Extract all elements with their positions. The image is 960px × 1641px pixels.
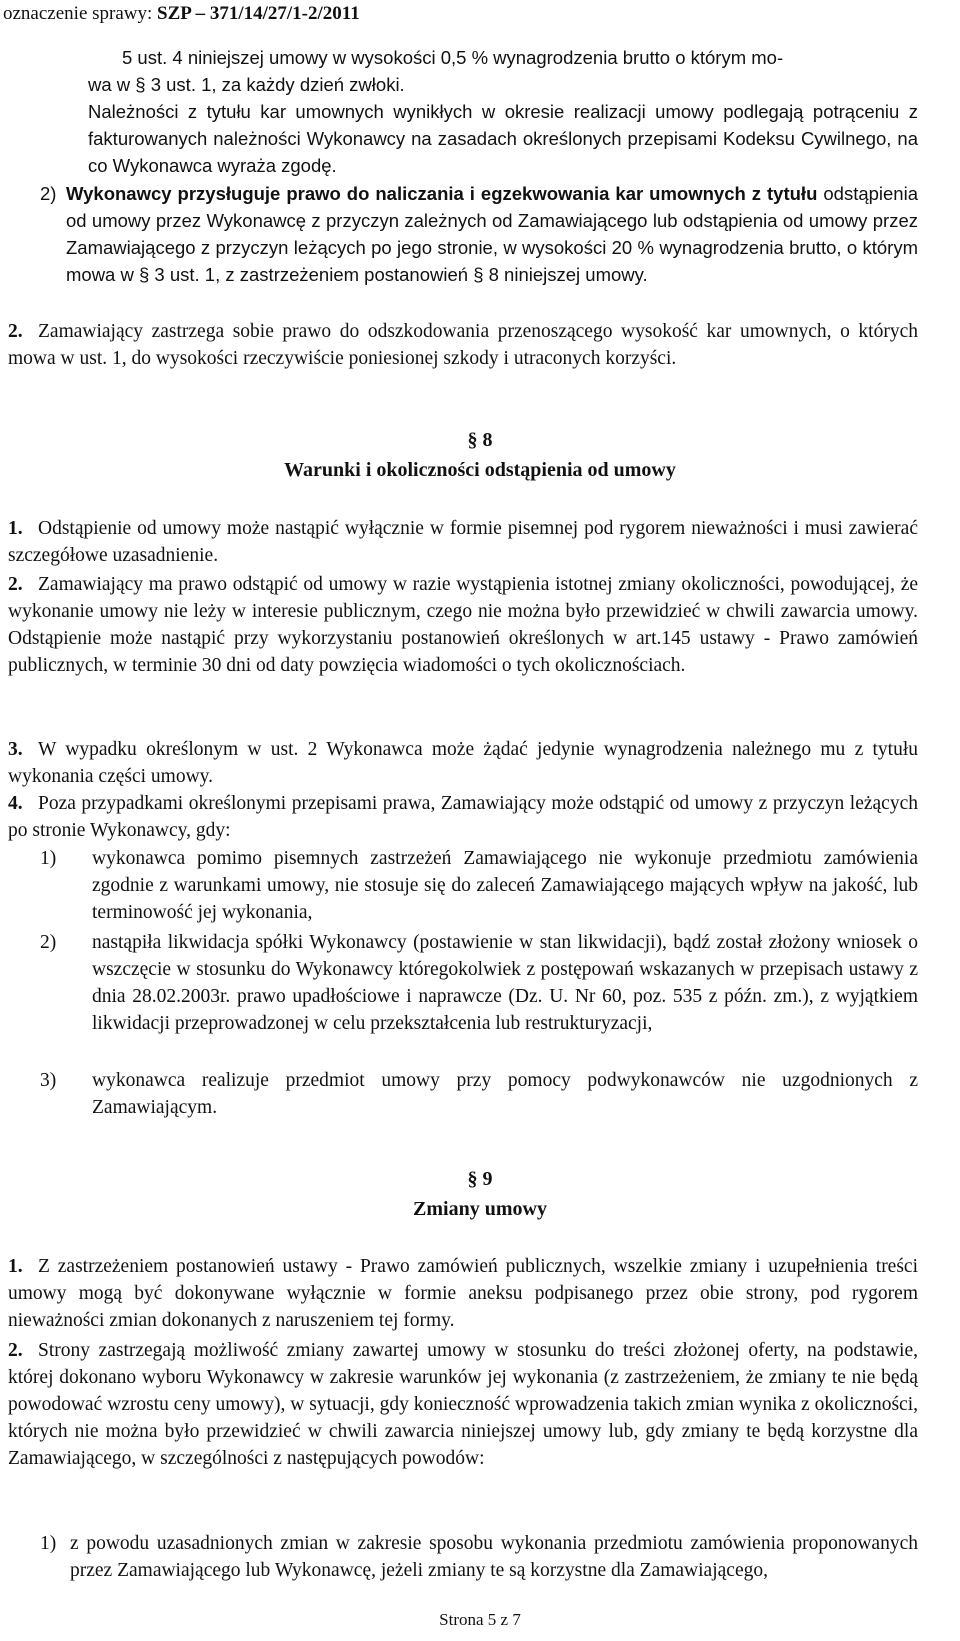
penalty-deduction-paragraph: Należności z tytułu kar umownych wynikłych w okresie realizacji umowy podlegają potrąceniu z fakturowanych należności Wykonawcy na zasadach określonych przepisami Kodeksu Cywilnego, na co Wykonawca wyraża zgodę. xyxy=(88,101,918,176)
contractor-penalty-item xyxy=(40,180,918,288)
top-line-1: 5 ust. 4 niniejszej umowy w wysokości 0,5 % wynagrodzenia brutto o którym mo- xyxy=(122,47,784,68)
section7-paragraph-2: 2. Zamawiający zastrzega sobie prawo do odszkodowania przenoszącego wysokość kar umownych, o których mowa w ust. 1, do wysokości rzeczywiście poniesionej szkody i utraconych korzyści. xyxy=(8,321,918,369)
case-reference xyxy=(3,3,360,25)
top-line-2: wa w § 3 ust. 1, za każdy dzień zwłoki. xyxy=(88,74,405,95)
section8-paragraph-4: 4. Poza przypadkami określonymi przepisami prawa, Zamawiający może odstąpić od umowy z przyczyn leżących po stronie Wykonawcy, gdy: xyxy=(8,793,918,841)
section8-paragraph-1: 1. Odstąpienie od umowy może nastąpić wyłącznie w formie pisemnej pod rygorem nieważności i musi zawierać szczegółowe uzasadnienie. xyxy=(8,518,918,566)
section8-list-item-1: 1) wykonawca pomimo pisemnych zastrzeżeń Zamawiającego nie wykonuje przedmiotu zamówienia zgodnie z warunkami umowy, nie stosuje się do zaleceń Zamawiającego mających wpływ na jakość, lub terminowość jej wykonania, xyxy=(40,848,918,923)
section-8-sign: § 8 xyxy=(467,429,493,451)
section-9-title: Zmiany umowy xyxy=(413,1198,547,1220)
section8-list-item-2: 2) nastąpiła likwidacja spółki Wykonawcy (postawienie w stan likwidacji), bądź został złożony wniosek o wszczęcie w stosunku do Wykonawcy któregokolwiek z postępowań wskazanych w przepisach ustawy z dnia 28.02.2003r. prawo upadłościowe i naprawcze (Dz. U. Nr 60, poz. 535 z późn. zm.), z wyjątkiem likwidacji przeprowadzonej w celu przekształcenia lub restrukturyzacji, xyxy=(40,932,918,1034)
section8-paragraph-3: 3. W wypadku określonym w ust. 2 Wykonawca może żądać jedynie wynagrodzenia należnego mu z tytułu wykonania części umowy. xyxy=(8,739,918,787)
section8-paragraph-2: 2. Zamawiający ma prawo odstąpić od umowy w razie wystąpienia istotnej zmiany okoliczności, powodującej, że wykonanie umowy nie leży w interesie publicznym, czego nie można było przewidzieć w chwili zawarcia umowy. Odstąpienie może nastąpić przy wykorzystaniu postanowień określonych w art.145 ustawy - Prawo zamówień publicznych, w terminie 30 dni od daty powzięcia wiadomości o tych okolicznościach. xyxy=(8,574,918,676)
case-reference-code: SZP – 371/14/27/1-2/2011 xyxy=(157,3,360,24)
section9-paragraph-1: 1. Z zastrzeżeniem postanowień ustawy - Prawo zamówień publicznych, wszelkie zmiany i uzupełnienia treści umowy mogą być dokonywane wyłącznie w formie aneksu podpisanego przez obie strony, pod rygorem nieważności zmian dokonanych z naruszeniem tej formy. xyxy=(8,1256,918,1331)
section-8-title: Warunki i okoliczności odstąpienia od umowy xyxy=(284,459,676,481)
section9-list-item-1: 1) z powodu uzasadnionych zmian w zakresie sposobu wykonania przedmiotu zamówienia proponowanych przez Zamawiającego lub Wykonawcę, jeżeli zmiany te są korzystne dla Zamawiającego, xyxy=(40,1533,918,1581)
section8-list-item-3: 3) wykonawca realizuje przedmiot umowy przy pomocy podwykonawców nie uzgodnionych z Zamawiającym. xyxy=(40,1070,918,1118)
case-reference-prefix: oznaczenie sprawy: xyxy=(3,3,158,24)
item-number: 2) xyxy=(40,183,57,204)
section9-paragraph-2: 2. Strony zastrzegają możliwość zmiany zawartej umowy w stosunku do treści złożonej oferty, na podstawie, której dokonano wyboru Wykonawcy w zakresie warunków jej wykonania (z zastrzeżeniem, że zmiany te nie będą powodować wzrostu ceny umowy), w sytuacji, gdy konieczność wprowadzenia takich zmian wynika z okoliczności, których nie można było przewidzieć w chwili zawarcia niniejszej umowy lub, gdy zmiany te będą korzystne dla Zamawiającego, w szczególności z następujących powodów: xyxy=(8,1340,918,1469)
item-text: odstąpienia od umowy przez Wykonawcę z przyczyn zależnych od Zamawiającego lub odstąpienia od umowy przez Zamawiającego z przyczyn leżących po jego stronie, w wysokości 20 % wynagrodzenia brutto, o którym mowa w § 3 ust. 1, z zastrzeżeniem postanowień § 8 niniejszej umowy. xyxy=(66,183,918,285)
item-bold-text: Wykonawcy przysługuje prawo do naliczania i egzekwowania kar umownych z tytułu xyxy=(66,183,818,204)
page-number: Strona 5 z 7 xyxy=(439,1610,521,1629)
section-8-heading xyxy=(0,425,960,485)
section-9-sign: § 9 xyxy=(467,1168,493,1190)
section-9-heading xyxy=(0,1164,960,1224)
